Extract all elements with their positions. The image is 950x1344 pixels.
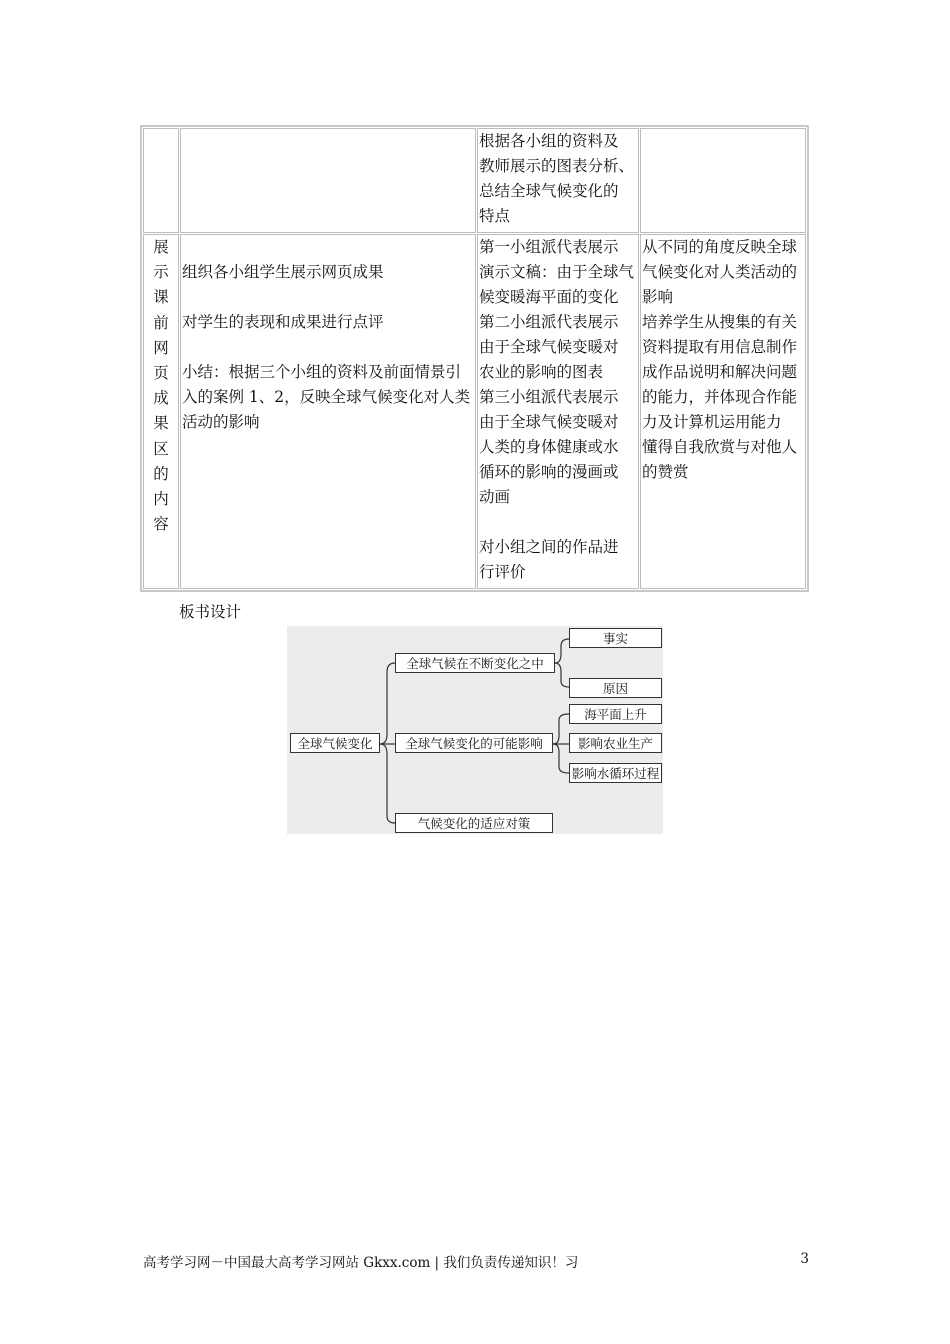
evaluation-line: 对小组之间的作品进 [479, 538, 619, 556]
lesson-table-frame [140, 125, 809, 592]
branch-node-adaptation: 气候变化的适应对策 [395, 813, 553, 833]
label-char: 成 [153, 389, 169, 408]
label-char: 容 [153, 515, 169, 534]
teacher-line: 对学生的表现和成果进行点评 [182, 313, 384, 331]
branch2-connector-lower [553, 744, 569, 773]
text-line: 特点 [479, 207, 511, 225]
table-row [143, 234, 806, 589]
intent-line: 从不同的角度反映全球 [642, 238, 798, 256]
leaf-node-agriculture: 影响农业生产 [569, 733, 662, 753]
branch1-connector-upper [555, 639, 569, 663]
student-line: 第二小组派代表展示 [479, 313, 619, 331]
summary-line: 入的案例 1、2，反映全球气候变化对人类 [182, 388, 471, 406]
branch1-connector-lower [555, 663, 569, 687]
leaf-node-water-cycle: 影响水循环过程 [569, 763, 662, 783]
intent-line: 的赞赏 [642, 463, 689, 481]
root-connector-lower [380, 744, 395, 823]
root-connector-upper [380, 663, 395, 744]
student-line: 人类的身体健康或水 [479, 438, 619, 456]
student-line: 第三小组派代表展示 [479, 388, 619, 406]
student-line: 演示文稿：由于全球气 [479, 263, 635, 281]
text-line: 总结全球气候变化的 [479, 182, 619, 200]
evaluation-line: 行评价 [479, 563, 526, 581]
label-char: 前 [153, 313, 169, 332]
intent-line: 资料提取有用信息制作 [642, 338, 798, 356]
student-line: 第一小组派代表展示 [479, 238, 619, 256]
intent-line: 影响 [642, 288, 674, 306]
teacher-activity-cell [180, 234, 476, 589]
label-char: 区 [153, 439, 169, 458]
label-char: 示 [153, 263, 169, 282]
board-diagram [287, 626, 663, 834]
board-design-title: 板书设计 [179, 603, 242, 621]
student-line: 动画 [479, 488, 511, 506]
intent-cell-empty [640, 128, 806, 233]
student-activity-cell [477, 234, 639, 589]
leaf-node-sea-level: 海平面上升 [569, 704, 662, 724]
page-footer [143, 1251, 809, 1271]
page-number: 3 [800, 1251, 809, 1267]
label-char: 展 [153, 238, 169, 256]
intent-line: 气候变化对人类活动的 [642, 263, 798, 281]
design-intent-cell [640, 234, 806, 589]
root-node: 全球气候变化 [290, 733, 380, 753]
summary-line: 活动的影响 [182, 413, 260, 431]
label-char: 页 [153, 364, 169, 383]
intent-line: 力及计算机运用能力 [642, 413, 782, 431]
student-line: 由于全球气候变暖对 [479, 338, 619, 356]
text-line: 教师展示的图表分析、 [479, 157, 635, 175]
table-row [143, 128, 806, 233]
summary-line: 小结：根据三个小组的资料及前面情景引 [182, 363, 462, 381]
teacher-cell-empty [180, 128, 476, 233]
label-cell-empty [143, 128, 179, 233]
branch-node-change: 全球气候在不断变化之中 [395, 653, 555, 673]
student-line: 候变暖海平面的变化 [479, 288, 619, 306]
section-label-cell [143, 234, 179, 589]
leaf-node-causes: 原因 [569, 678, 662, 698]
branch2-connector-upper [553, 714, 569, 744]
intent-line: 懂得自我欣赏与对他人 [642, 438, 798, 456]
label-char: 果 [153, 414, 169, 433]
lesson-table [142, 127, 807, 590]
intent-line: 的能力，并体现合作能 [642, 388, 798, 406]
label-char: 课 [153, 288, 169, 307]
student-line: 由于全球气候变暖对 [479, 413, 619, 431]
intent-line: 成作品说明和解决问题 [642, 363, 798, 381]
intent-line: 培养学生从搜集的有关 [642, 313, 798, 331]
branch-node-impacts: 全球气候变化的可能影响 [395, 733, 553, 753]
student-line: 循环的影响的漫画或 [479, 463, 619, 481]
text-line: 根据各小组的资料及 [479, 132, 619, 150]
label-char: 内 [153, 490, 169, 509]
teacher-line: 组织各小组学生展示网页成果 [182, 263, 384, 281]
footer-text: 高考学习网－中国最大高考学习网站 Gkxx.com | 我们负责传递知识！习 [143, 1255, 579, 1271]
label-char: 的 [153, 464, 169, 483]
student-cell [477, 128, 639, 233]
leaf-node-facts: 事实 [569, 628, 662, 648]
label-char: 网 [153, 338, 169, 357]
student-line: 农业的影响的图表 [479, 363, 604, 381]
